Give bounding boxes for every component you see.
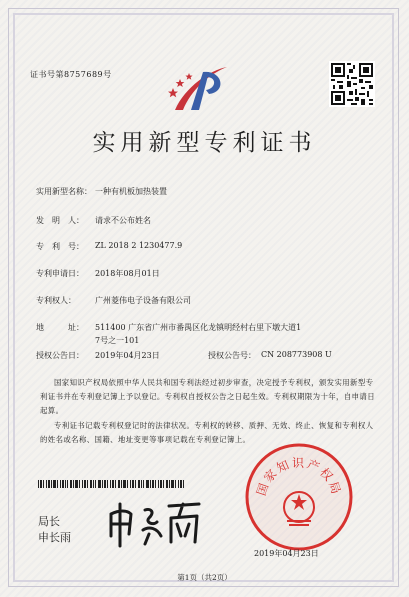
notice-paragraph-1: 国家知识产权局依照中华人民共和国专利法经过初步审查，决定授予专利权，颁发实用新型专利证书并在专利登记簿上予以登记。专利权自授权公告之日起生效。专利权期限为十年，自申请日起算。 (40, 378, 376, 415)
address-label: 地 址： (36, 323, 84, 332)
grant-number-label: 授权公告号： (208, 351, 256, 360)
notice-paragraph-2: 专利证书记载专利权登记时的法律状况。专利权的转移、质押、无效、终止、恢复和专利权人的姓名或名称、国籍、地址变更等事项记载在专利登记簿上。 (40, 421, 374, 444)
certificate-number: 证书号第8757689号 (30, 70, 112, 79)
grant-number-value: CN 208773908 U (261, 350, 332, 359)
handwritten-signature-icon (105, 496, 205, 548)
patent-number-label: 专 利 号： (36, 242, 84, 251)
cnipa-logo-icon (165, 62, 235, 112)
barcode-icon (38, 480, 184, 488)
address-line-1: 511400 广东省广州市番禺区化龙镇明经村右里下墩大道1 (95, 323, 302, 332)
filing-date-value: 2018年08月01日 (95, 269, 160, 278)
seal-text: 国家知识产权局 (254, 455, 344, 498)
patentee-value: 广州菱伟电子设备有限公司 (95, 296, 191, 305)
patentee-label: 专利权人： (36, 296, 76, 305)
inventor-label: 发 明 人： (36, 216, 84, 225)
seal-date: 2019年04月23日 (254, 549, 319, 558)
address-line-2: 7号之一101 (95, 336, 140, 345)
director-label: 局长 (38, 515, 60, 528)
grant-date-label: 授权公告日： (36, 351, 84, 360)
director-name: 申长雨 (38, 531, 71, 544)
grant-date-value: 2019年04月23日 (95, 351, 160, 360)
inventor-value: 请求不公布姓名 (95, 216, 151, 225)
page-number: 第1页（共2页） (177, 573, 232, 582)
patent-number-value: ZL 2018 2 1230477.9 (95, 241, 183, 250)
utility-name-label: 实用新型名称： (36, 187, 92, 196)
official-seal-icon (243, 441, 355, 553)
filing-date-label: 专利申请日： (36, 269, 84, 278)
utility-name-value: 一种有机板加热装置 (95, 187, 167, 196)
page-title: 实用新型专利证书 (92, 130, 317, 156)
qr-code-icon (329, 61, 375, 107)
